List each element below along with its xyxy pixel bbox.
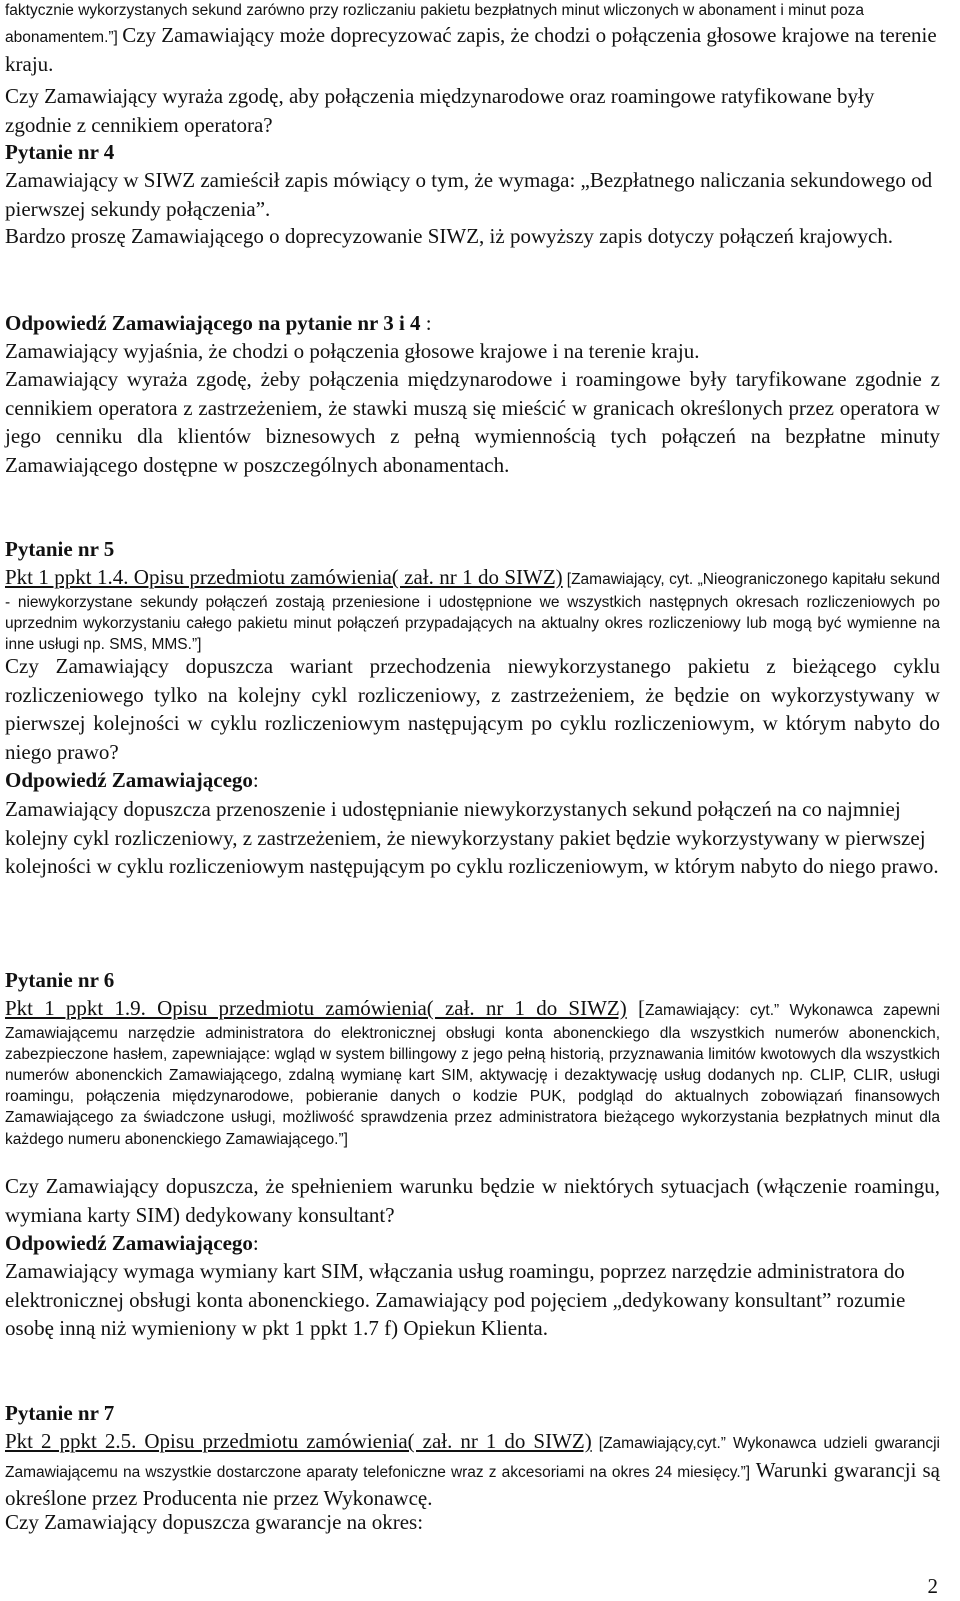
question-5-quote-block [5, 563, 940, 655]
question-4-heading: Pytanie nr 4 [5, 140, 115, 164]
answer-3-4-text-2: Zamawiający wyraża zgodę, żeby połączenia międzynarodowe i roamingowe były taryfikowane zgodnie z cennikiem operatora z zastrzeżeniem, że stawki muszą się mieścić w granicach określonych przez operatora w jego cenniku dla klientów biznesowych z pełną wymiennością tych połączeń na bezpłatne minuty Zamawiającego dostępne w poszczególnych abonamentach. [5, 367, 940, 477]
answer-5-text: Zamawiający dopuszcza przenoszenie i udostępnianie niewykorzystanych sekund połączeń na co najmniej kolejny cykl rozliczeniowy, z zastrzeżeniem, że niewykorzystany pakiet będzie wykorzystywany w pierwszej kolejności w cyklu rozliczeniowym następującym po cyklu rozliczeniowym, w którym nabyto do niego prawo. [5, 797, 939, 878]
question-4-text: Zamawiający w SIWZ zamieścił zapis mówiący o tym, że wymaga: „Bezpłatnego naliczania sekundowego od pierwszej sekundy połączenia”. [5, 168, 933, 221]
intro-question-2: Czy Zamawiający wyraża zgodę, aby połączenia międzynarodowe oraz roamingowe ratyfikowane były zgodnie z cennikiem operatora? [5, 84, 875, 137]
answer-5-colon: : [252, 768, 259, 792]
answer-3-4-title: Odpowiedź Zamawiającego na pytanie nr 3 i 4 [5, 311, 421, 335]
question-7-heading: Pytanie nr 7 [5, 1401, 115, 1425]
question-7-reference: Pkt 2 ppkt 2.5. Opisu przedmiotu zamówienia( zał. nr 1 do SIWZ) [5, 1429, 592, 1453]
question-6-quote: Zamawiający: cyt.” Wykonawca zapewni Zamawiającemu narzędzie administratora do elektronicznej obsługi konta abonenckiego dla wszystkich numerów abonenckich, zabezpieczone hasłem, zapewniające: wgląd w system billingowy z jego pełną historią, przyznawania limitów kwotowych dla wszystkich numerów abonenckich Zamawiającego, zdalną wymianę kart SIM, aktywację i dezaktywację usług dodanych np. CLIP, CLIR, usługi roamingu, połączenia międzynarodowe, pobieranie danych o kodzie PUK, podgląd do aktualnych zobowiązań finansowych Zamawiającego za świadczone usługi, możliwość sprawdzenia przez administratora bieżącego wykorzystania bezpłatnych minut dla każdego numeru abonenckiego Zamawiającego.”] [5, 1002, 940, 1148]
question-6-quote-block [5, 994, 940, 1150]
question-5-heading: Pytanie nr 5 [5, 537, 115, 561]
answer-6-colon: : [252, 1231, 259, 1255]
question-4-request: Bardzo proszę Zamawiającego o doprecyzowanie SIWZ, iż powyższy zapis dotyczy połączeń krajowych. [5, 224, 894, 248]
answer-3-4-text-1: Zamawiający wyjaśnia, że chodzi o połączenia głosowe krajowe i na terenie kraju. [5, 339, 700, 363]
answer-6-title: Odpowiedź Zamawiającego [5, 1231, 253, 1255]
question-5-quote: [Zamawiający, cyt. „Nieograniczonego kapitału sekund - niewykorzystane sekundy połączeń zostają przeniesione i udostępnione we wszystkich następnych okresach rozliczeniowych po uprzednim wykorzystaniu całego pakietu minut połączeń przypadających na aktualny okres rozliczeniowy lub mogą być wymienne na inne usługi np. SMS, MMS.”] [5, 571, 940, 653]
answer-5-label [5, 766, 940, 795]
answer-6-text: Zamawiający wymaga wymiany kart SIM, włączania usług roamingu, poprzez narzędzie administratora do elektronicznej obsługi konta abonenckiego. Zamawiający pod pojęciem „dedykowany konsultant” rozumie osobę inną niż wymieniony w pkt 1 ppkt 1.7 f) Opiekun Klienta. [5, 1259, 906, 1340]
answer-3-4-colon: : [420, 311, 432, 335]
question-7-quote: [Zamawiający,cyt.” Wykonawca udzieli gwarancji Zamawiającemu na wszystkie dostarczone aparaty telefoniczne wraz z akcesoriami na okres 24 miesięcy.”] [5, 1435, 940, 1481]
answer-6-label [5, 1229, 940, 1258]
question-6-question: Czy Zamawiający dopuszcza, że spełnieniem warunku będzie w niektórych sytuacjach (włączenie roamingu, wymiana karty SIM) dedykowany konsultant? [5, 1174, 940, 1227]
question-6-heading: Pytanie nr 6 [5, 968, 115, 992]
page-number: 2 [927, 1574, 938, 1598]
question-7-tail: Warunki gwarancji są określone przez Producenta nie przez Wykonawcę. [5, 1457, 940, 1510]
intro-quote-end: faktycznie wykorzystanych sekund zarówno przy rozliczaniu pakietu bezpłatnych minut wliczonych w abonament i minut poza abonamentem.”] [5, 2, 864, 47]
question-7-quote-block [5, 1427, 940, 1513]
question-7-question: Czy Zamawiający dopuszcza gwarancje na okres: [5, 1510, 424, 1534]
intro-question: Czy Zamawiający może doprecyzować zapis, że chodzi o połączenia głosowe krajowe na terenie kraju. [5, 23, 937, 76]
question-5-reference: Pkt 1 ppkt 1.4. Opisu przedmiotu zamówienia( zał. nr 1 do SIWZ) [5, 565, 563, 589]
intro-paragraph [5, 0, 940, 78]
answer-3-4-label [5, 309, 940, 338]
question-5-question: Czy Zamawiający dopuszcza wariant przechodzenia niewykorzystanego pakietu z bieżącego cyklu rozliczeniowego tylko na kolejny cykl rozliczeniowy, z zastrzeżeniem, że będzie on wykorzystywany w pierwszej kolejności w cyklu rozliczeniowym następującym po cyklu rozliczeniowym, w którym nabyto do niego prawo? [5, 654, 940, 764]
answer-5-title: Odpowiedź Zamawiającego [5, 768, 253, 792]
question-6-reference: Pkt 1 ppkt 1.9. Opisu przedmiotu zamówienia( zał. nr 1 do SIWZ) [5, 996, 627, 1020]
question-6-bracket: [ [626, 996, 645, 1020]
